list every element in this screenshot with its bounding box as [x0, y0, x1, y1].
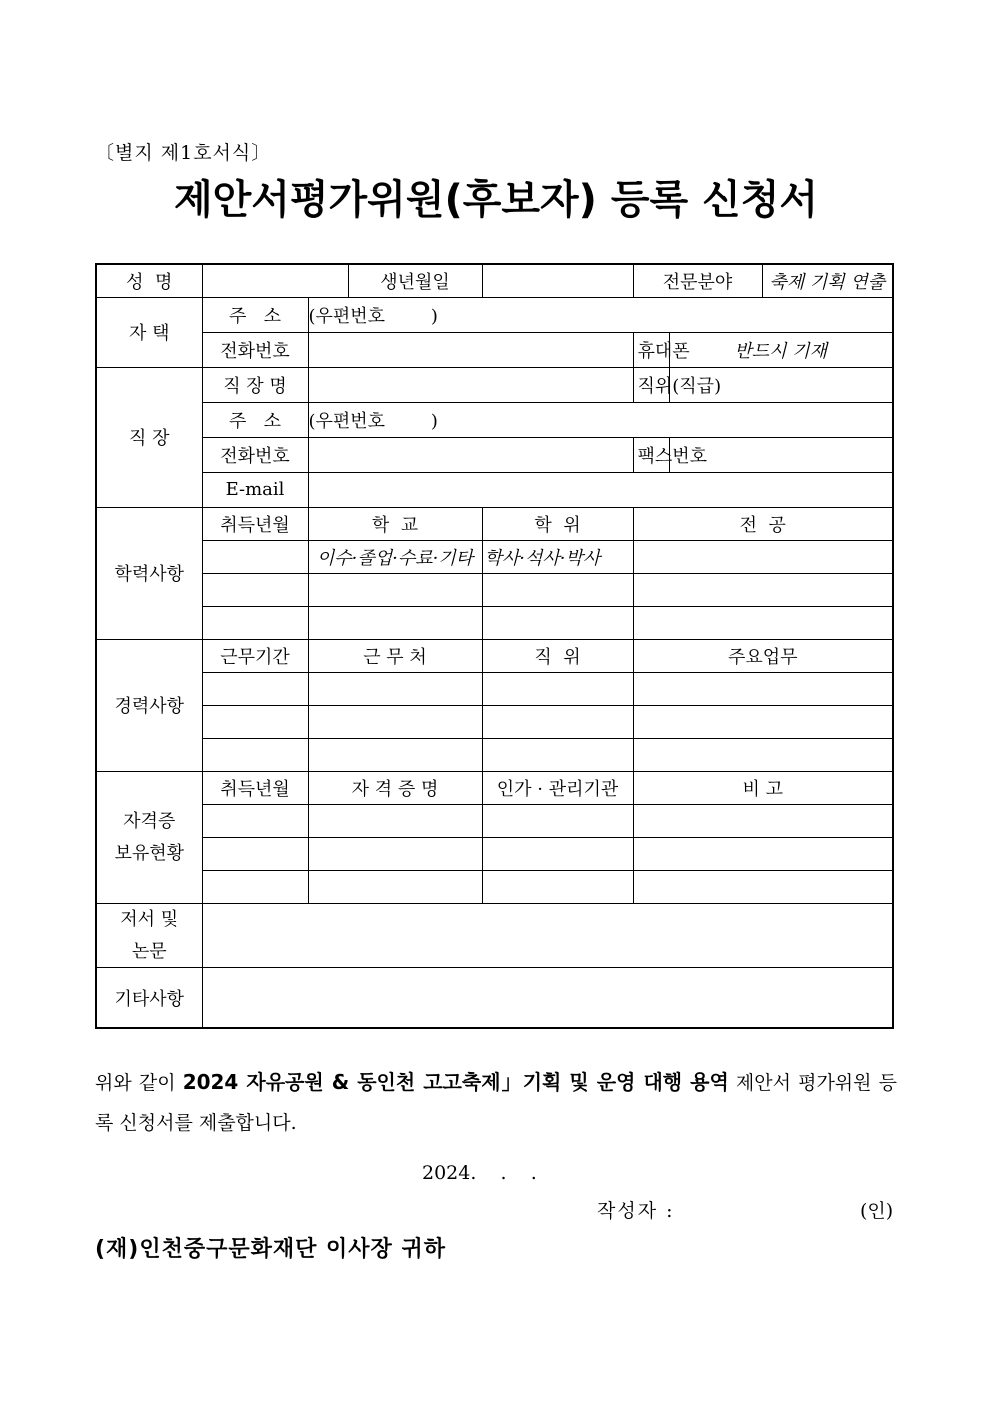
birth-field[interactable]: [482, 264, 633, 297]
position-label: 직위(직급): [633, 367, 669, 402]
career-period-cell[interactable]: [202, 672, 308, 705]
home-section-label: 자 택: [96, 297, 202, 367]
license-note-cell[interactable]: [633, 871, 893, 904]
birth-label: 생년월일: [348, 264, 482, 297]
career-duty-cell[interactable]: [633, 705, 893, 738]
license-agency-cell[interactable]: [482, 871, 633, 904]
license-header-name: 자 격 증 명: [308, 771, 482, 804]
career-header-duty: 주요업무: [633, 639, 893, 672]
license-note-cell[interactable]: [633, 805, 893, 838]
education-header-date: 취득년월: [202, 507, 308, 540]
education-date-cell[interactable]: [202, 540, 308, 573]
license-header-date: 취득년월: [202, 771, 308, 804]
license-date-cell[interactable]: [202, 871, 308, 904]
career-period-cell[interactable]: [202, 705, 308, 738]
education-major-cell[interactable]: [633, 573, 893, 606]
license-name-cell[interactable]: [308, 871, 482, 904]
education-date-cell[interactable]: [202, 606, 308, 639]
statement-paragraph: [95, 1062, 897, 1143]
home-phone-label: 전화번호: [202, 332, 308, 367]
writer-label: 작성자 :: [597, 1200, 675, 1222]
company-field[interactable]: [308, 367, 633, 402]
company-label: 직 장 명: [202, 367, 308, 402]
home-address-field[interactable]: [308, 297, 893, 332]
education-school-cell[interactable]: [308, 573, 482, 606]
career-company-cell[interactable]: [308, 738, 482, 771]
license-agency-cell[interactable]: [482, 838, 633, 871]
field-label: 전문분야: [633, 264, 762, 297]
education-header-major: 전 공: [633, 507, 893, 540]
papers-label: [96, 904, 202, 968]
work-address-label: 주 소: [202, 402, 308, 437]
name-label: 성 명: [96, 264, 202, 297]
license-section-line2: 보유현황: [114, 842, 185, 864]
education-school-cell[interactable]: [308, 606, 482, 639]
fax-label: 팩스번호: [633, 437, 669, 472]
career-company-cell[interactable]: [308, 672, 482, 705]
papers-field[interactable]: [202, 904, 893, 968]
email-label: E-mail: [202, 472, 308, 507]
education-major-cell[interactable]: [633, 540, 893, 573]
education-date-cell[interactable]: [202, 573, 308, 606]
career-section-label: 경력사항: [96, 639, 202, 771]
statement-suffix: 제안서 평가위원 등록 신청서를 제출합니다.: [95, 1072, 897, 1134]
work-phone-label: 전화번호: [202, 437, 308, 472]
email-field[interactable]: [308, 472, 893, 507]
education-header-school: 학 교: [308, 507, 482, 540]
work-phone-field[interactable]: [308, 437, 633, 472]
addressee: (재)인천중구문화재단 이사장 귀하: [95, 1237, 446, 1262]
career-position-cell[interactable]: [482, 705, 633, 738]
career-period-cell[interactable]: [202, 738, 308, 771]
home-postal-label: (우편번호 ): [308, 305, 438, 327]
career-header-period: 근무기간: [202, 639, 308, 672]
statement-prefix: 위와 같이: [95, 1072, 183, 1094]
career-header-position: 직 위: [482, 639, 633, 672]
license-date-cell[interactable]: [202, 838, 308, 871]
etc-field[interactable]: [202, 968, 893, 1028]
license-header-agency: 인가 · 관리기관: [482, 771, 633, 804]
career-duty-cell[interactable]: [633, 738, 893, 771]
work-section-label: 직 장: [96, 367, 202, 507]
home-address-label: 주 소: [202, 297, 308, 332]
education-header-degree: 학 위: [482, 507, 633, 540]
career-position-cell[interactable]: [482, 738, 633, 771]
education-major-cell[interactable]: [633, 606, 893, 639]
mobile-field[interactable]: 반드시 기재: [669, 332, 893, 367]
license-section-label: [96, 771, 202, 903]
field-value[interactable]: 축제 기획 연출: [762, 264, 893, 297]
career-duty-cell[interactable]: [633, 672, 893, 705]
papers-label-line1: 저서 및: [120, 909, 179, 931]
name-field[interactable]: [202, 264, 348, 297]
education-degree-cell[interactable]: [482, 606, 633, 639]
license-name-cell[interactable]: [308, 838, 482, 871]
work-address-field[interactable]: [308, 402, 893, 437]
career-company-cell[interactable]: [308, 705, 482, 738]
seal-mark: (인): [860, 1200, 894, 1222]
career-header-company: 근 무 처: [308, 639, 482, 672]
license-header-note: 비 고: [633, 771, 893, 804]
education-degree-cell[interactable]: [482, 573, 633, 606]
license-section-line1: 자격증: [123, 811, 176, 833]
work-postal-label: (우편번호 ): [308, 410, 438, 432]
form-number-label: 〔별지 제1호서식〕: [95, 142, 272, 164]
career-position-cell[interactable]: [482, 672, 633, 705]
education-section-label: 학력사항: [96, 507, 202, 639]
mobile-label: 휴대폰: [633, 332, 669, 367]
license-agency-cell[interactable]: [482, 805, 633, 838]
home-phone-field[interactable]: [308, 332, 633, 367]
etc-label: 기타사항: [96, 968, 202, 1028]
license-note-cell[interactable]: [633, 838, 893, 871]
application-form-table: [95, 263, 894, 1029]
education-school-cell[interactable]: 이수·졸업·수료·기타: [308, 540, 482, 573]
education-degree-cell[interactable]: 학사·석사·박사: [482, 540, 633, 573]
license-date-cell[interactable]: [202, 805, 308, 838]
project-name: 2024 자유공원 & 동인천 고고축제」기획 및 운영 대행 용역: [182, 1070, 729, 1094]
date-line[interactable]: 2024. . .: [422, 1162, 537, 1184]
papers-label-line2: 논문: [131, 940, 167, 962]
document-title: 제안서평가위원(후보자) 등록 신청서: [173, 177, 818, 223]
license-name-cell[interactable]: [308, 805, 482, 838]
